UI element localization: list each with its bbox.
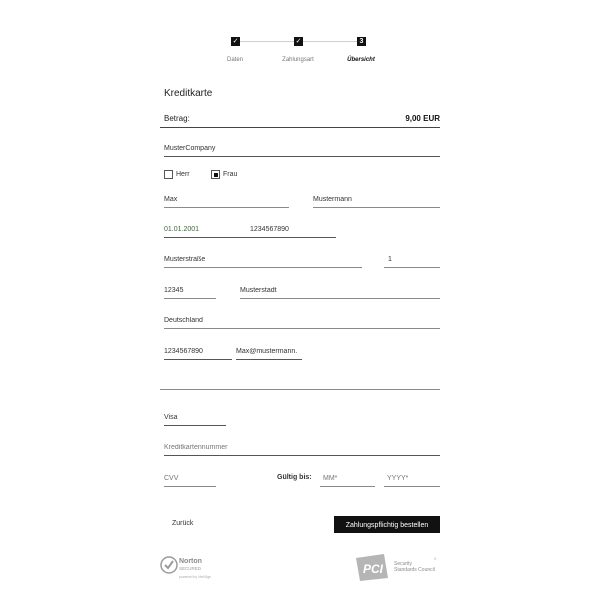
amount-divider: [160, 127, 440, 128]
norton-secured-badge: [160, 554, 220, 582]
month-select[interactable]: [320, 472, 375, 487]
last-name-field[interactable]: [313, 193, 440, 208]
norton-title: Norton: [179, 558, 202, 565]
card-type-value[interactable]: Visa: [164, 414, 178, 421]
extra-input[interactable]: [160, 378, 440, 385]
house-number-input[interactable]: [384, 256, 440, 263]
first-name-field[interactable]: [164, 193, 289, 208]
salutation-frau-label: Frau: [223, 171, 238, 178]
back-link[interactable]: Zurück: [172, 520, 194, 527]
street-field[interactable]: [164, 253, 362, 268]
card-number-input[interactable]: [164, 444, 440, 451]
page-title: Kreditkarte: [164, 88, 213, 99]
year-input[interactable]: [384, 475, 440, 482]
year-select[interactable]: [384, 472, 440, 487]
salutation-frau-radio[interactable]: [211, 170, 220, 179]
step-3-number: 3: [357, 37, 366, 46]
extra-field[interactable]: [160, 375, 440, 390]
step-2-check-icon: ✓: [295, 38, 302, 45]
step-3-label: Übersicht: [347, 57, 375, 63]
phone-id-value[interactable]: 1234567890: [250, 226, 289, 233]
norton-subtitle: SECURED: [179, 566, 202, 571]
pci-title: PCI: [363, 562, 384, 576]
email-input[interactable]: [236, 348, 302, 355]
city-input[interactable]: [240, 287, 440, 294]
valid-until-label: Gültig bis:: [277, 474, 312, 481]
pci-subtitle-1: Security: [394, 561, 413, 567]
month-input[interactable]: [320, 475, 375, 482]
card-type-select[interactable]: [164, 411, 226, 426]
step-2-label[interactable]: Zahlungsart: [282, 57, 314, 63]
amount-value: 9,00 EUR: [405, 114, 440, 123]
cvv-input[interactable]: [164, 475, 216, 482]
zip-input[interactable]: [164, 287, 216, 294]
salutation-herr-label: Herr: [176, 171, 190, 178]
company-input[interactable]: [164, 145, 440, 152]
norton-powered: powered by VeriSign: [179, 575, 212, 579]
svg-text:®: ®: [434, 557, 437, 561]
phone-id-field[interactable]: [250, 223, 336, 238]
phone-input[interactable]: [164, 348, 232, 355]
submit-order-button[interactable]: Zahlungspflichtig bestellen: [334, 516, 440, 533]
house-number-field[interactable]: [384, 253, 440, 268]
norton-check-icon: [165, 561, 173, 568]
first-name-input[interactable]: [164, 196, 289, 203]
street-input[interactable]: [164, 256, 362, 263]
step-1-label[interactable]: Daten: [226, 57, 243, 63]
birthdate-value[interactable]: 01.01.2001: [164, 226, 200, 233]
country-field[interactable]: [164, 314, 440, 329]
country-input[interactable]: [164, 317, 440, 324]
cvv-field[interactable]: [164, 472, 216, 487]
pci-security-badge: [354, 552, 444, 582]
pci-subtitle-2: Standards Council: [394, 567, 435, 573]
salutation-herr-radio[interactable]: [164, 170, 173, 179]
phone-field[interactable]: [164, 345, 232, 360]
birthdate-field[interactable]: [164, 223, 250, 238]
company-field[interactable]: [164, 142, 440, 157]
amount-label: Betrag:: [164, 114, 190, 123]
zip-field[interactable]: [164, 284, 216, 299]
card-number-field[interactable]: [164, 441, 440, 456]
last-name-input[interactable]: [313, 196, 440, 203]
city-field[interactable]: [240, 284, 440, 299]
email-field[interactable]: [236, 345, 302, 360]
step-1-check-icon: ✓: [232, 38, 239, 45]
